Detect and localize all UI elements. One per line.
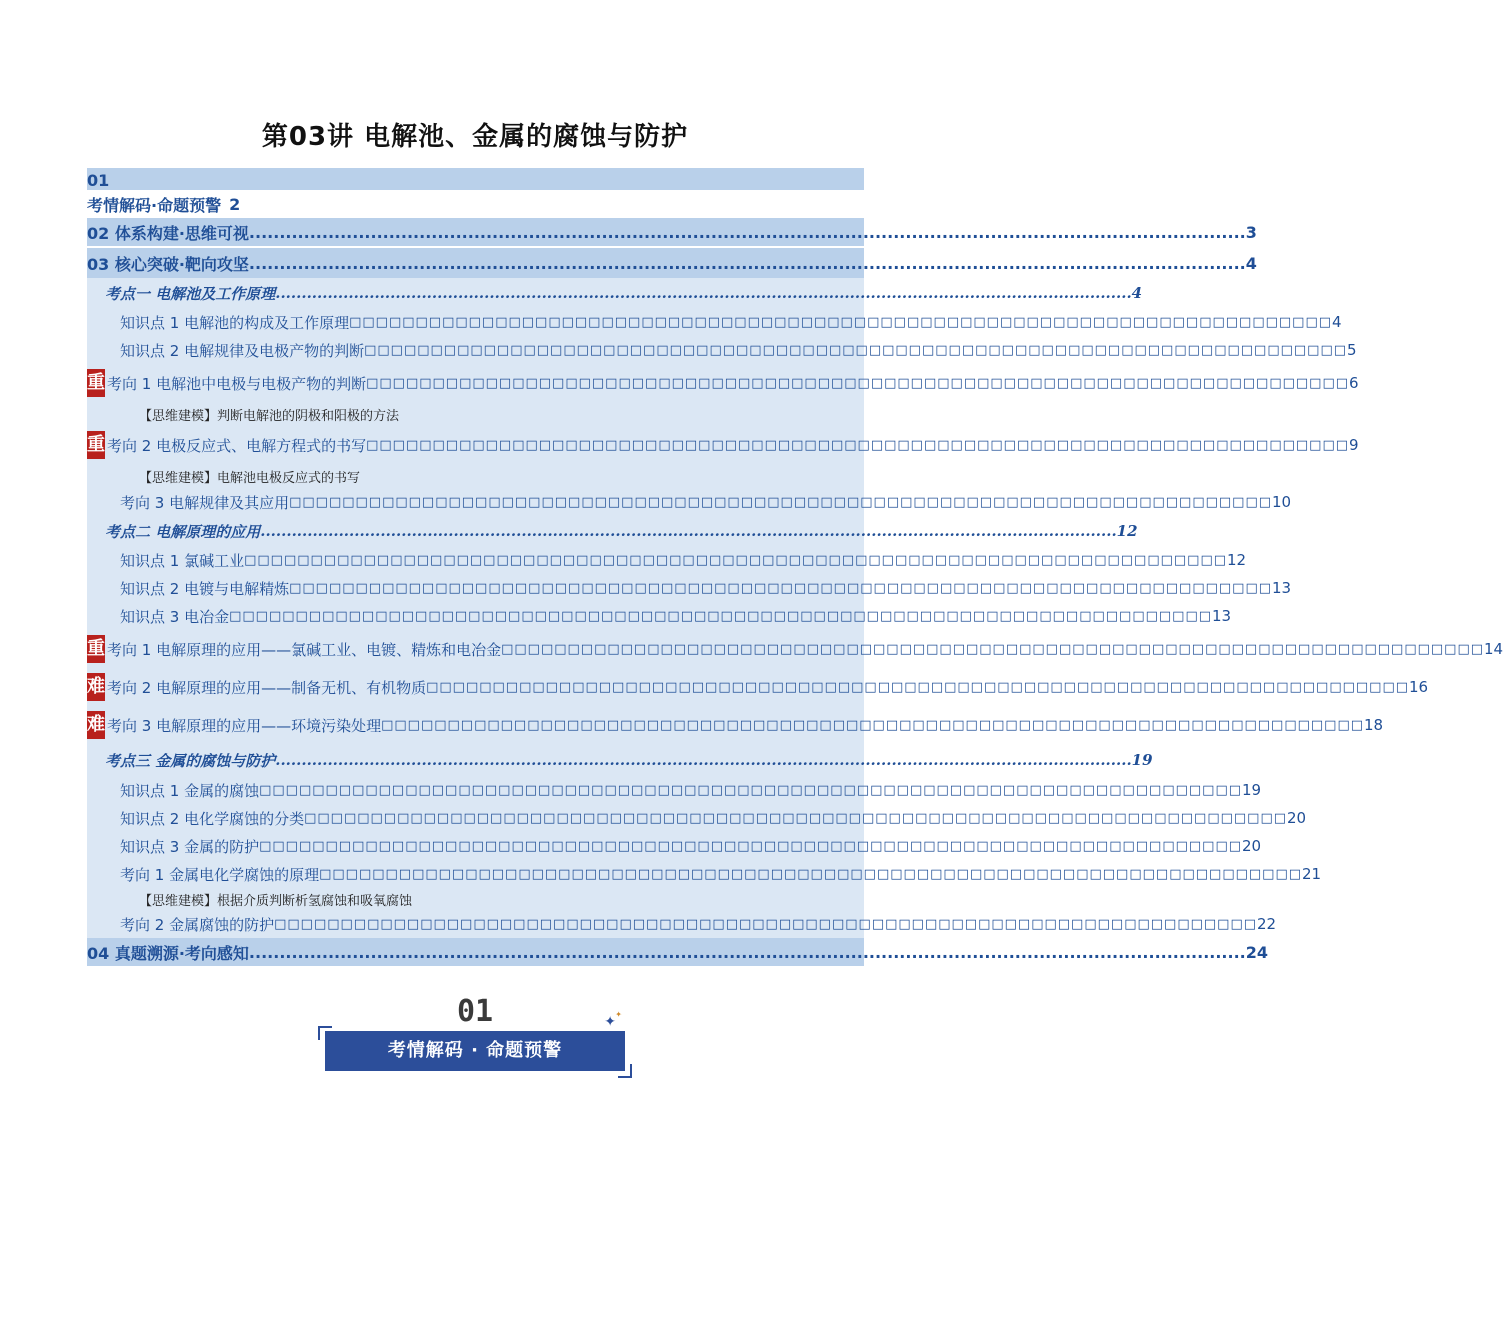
toc-section-01-page: 2 [229,194,241,214]
toc-p1-model-2-label: 【思维建模】电解池电极反应式的书写 [139,470,361,486]
toc-section-03-label: 03 核心突破·靶向攻坚 [87,254,249,274]
toc-leader: □□□□□□□□□□□□□□□□□□□□□□□□□□□□□□□□□□□□□□□□□□□□□□□□□□□□□□□□□□□□□□□□□□□□□□□□□□ [501,641,1485,657]
toc-p2-knowledge-1-label: 知识点 1 氯碱工业 [120,551,245,570]
toc-p2-knowledge-3-page: 13 [1212,607,1232,625]
toc-leader: □□□□□□□□□□□□□□□□□□□□□□□□□□□□□□□□□□□□□□□□□□□□□□□□□□□□□□□□□□□□□□□□□□□□□□□□□□ [381,717,1365,733]
toc-p1-knowledge-2-page: 5 [1347,341,1357,359]
key-badge: 重 [87,369,105,397]
toc-p2-direction-3-page: 18 [1364,716,1384,734]
difficult-badge: 难 [87,711,105,739]
toc-p1-direction-2-page: 9 [1349,436,1359,454]
toc-leader: .................................................................................................................................................................... [248,942,1246,962]
toc-point-2-row[interactable] [87,516,1138,546]
toc-p3-knowledge-1-row[interactable] [87,776,1262,804]
toc-p2-direction-1-page: 14 [1484,640,1503,658]
toc-section-02-row[interactable] [87,218,1257,246]
toc-p3-knowledge-2-label: 知识点 2 电化学腐蚀的分类 [120,809,305,828]
toc-leader: □□□□□□□□□□□□□□□□□□□□□□□□□□□□□□□□□□□□□□□□□□□□□□□□□□□□□□□□□□□□□□□□□□□□□□□□□□ [304,810,1288,826]
key-badge: 重 [87,431,105,459]
toc-section-01-number-row[interactable] [87,168,864,190]
toc-leader: □□□□□□□□□□□□□□□□□□□□□□□□□□□□□□□□□□□□□□□□□□□□□□□□□□□□□□□□□□□□□□□□□□□□□□□□□□ [349,314,1333,330]
toc-leader: □□□□□□□□□□□□□□□□□□□□□□□□□□□□□□□□□□□□□□□□□□□□□□□□□□□□□□□□□□□□□□□□□□□□□□□□□□ [259,782,1243,798]
toc-p1-knowledge-1-page: 4 [1332,313,1342,331]
toc-p3-direction-1-row[interactable] [87,860,1322,888]
toc-leader: .................................................................................................................................................................... [260,522,1117,540]
toc-p3-knowledge-3-label: 知识点 3 金属的防护 [120,837,260,856]
toc-leader: □□□□□□□□□□□□□□□□□□□□□□□□□□□□□□□□□□□□□□□□□□□□□□□□□□□□□□□□□□□□□□□□□□□□□□□□□□ [244,552,1228,568]
table-of-contents [87,168,1503,966]
banner-label: 考情解码 · 命题预警 [325,1031,625,1071]
toc-section-03-row[interactable] [87,248,1257,278]
toc-point-1-label: 考点一 电解池及工作原理 [105,284,276,303]
toc-p3-knowledge-1-page: 19 [1242,781,1262,799]
toc-p3-direction-2-page: 22 [1257,915,1277,933]
toc-leader: □□□□□□□□□□□□□□□□□□□□□□□□□□□□□□□□□□□□□□□□□□□□□□□□□□□□□□□□□□□□□□□□□□□□□□□□□□ [319,866,1303,882]
toc-p1-direction-2-label: 考向 2 电极反应式、电解方程式的书写 [107,436,367,455]
toc-point-3-row[interactable] [87,744,1153,776]
toc-p3-direction-1-page: 21 [1302,865,1322,883]
toc-leader: □□□□□□□□□□□□□□□□□□□□□□□□□□□□□□□□□□□□□□□□□□□□□□□□□□□□□□□□□□□□□□□□□□□□□□□□□□ [426,679,1410,695]
toc-p3-model-1-row[interactable] [87,888,864,910]
toc-leader: □□□□□□□□□□□□□□□□□□□□□□□□□□□□□□□□□□□□□□□□□□□□□□□□□□□□□□□□□□□□□□□□□□□□□□□□□□ [274,916,1258,932]
toc-point-3-label: 考点三 金属的腐蚀与防护 [105,751,276,770]
toc-point-1-page: 4 [1131,284,1143,302]
difficult-badge: 难 [87,673,105,701]
toc-p2-knowledge-3-row[interactable] [87,602,1232,630]
sparkle-icon: ✦ [604,1014,616,1030]
section-banner [318,994,632,1084]
toc-p2-knowledge-1-row[interactable] [87,546,1247,574]
toc-p1-direction-1-page: 6 [1349,374,1359,392]
toc-p3-knowledge-2-row[interactable] [87,804,1307,832]
toc-p3-direction-2-row[interactable] [87,910,1277,938]
toc-p1-direction-3-label: 考向 3 电解规律及其应用 [120,493,290,512]
toc-section-04-row[interactable] [87,938,1268,966]
toc-section-03-page: 4 [1245,253,1257,273]
toc-p1-knowledge-1-row[interactable] [87,308,1342,336]
toc-p2-knowledge-2-label: 知识点 2 电镀与电解精炼 [120,579,290,598]
banner-number: 01 [456,994,494,1029]
toc-p1-direction-1-label: 考向 1 电解池中电极与电极产物的判断 [107,374,367,393]
toc-p2-direction-3-row[interactable] [87,706,1384,744]
toc-leader: □□□□□□□□□□□□□□□□□□□□□□□□□□□□□□□□□□□□□□□□□□□□□□□□□□□□□□□□□□□□□□□□□□□□□□□□□□ [289,580,1273,596]
sparkle-icon: ✦ [615,1010,622,1019]
toc-leader: □□□□□□□□□□□□□□□□□□□□□□□□□□□□□□□□□□□□□□□□□□□□□□□□□□□□□□□□□□□□□□□□□□□□□□□□□□ [259,838,1243,854]
toc-p2-direction-2-label: 考向 2 电解原理的应用——制备无机、有机物质 [107,678,427,697]
key-badge: 重 [87,635,105,663]
toc-p1-knowledge-2-row[interactable] [87,336,1357,364]
toc-section-03-body [87,278,1503,938]
toc-section-01-number: 01 [87,171,110,190]
toc-p3-direction-1-label: 考向 1 金属电化学腐蚀的原理 [120,865,320,884]
toc-section-04-label: 04 真题溯源·考向感知 [87,943,249,963]
toc-leader: □□□□□□□□□□□□□□□□□□□□□□□□□□□□□□□□□□□□□□□□□□□□□□□□□□□□□□□□□□□□□□□□□□□□□□□□□□ [366,437,1350,453]
toc-p2-direction-3-label: 考向 3 电解原理的应用——环境污染处理 [107,716,382,735]
toc-p2-direction-1-row[interactable] [87,630,1503,668]
toc-p1-direction-2-row[interactable] [87,426,1359,464]
toc-p2-direction-2-row[interactable] [87,668,1429,706]
toc-leader: □□□□□□□□□□□□□□□□□□□□□□□□□□□□□□□□□□□□□□□□□□□□□□□□□□□□□□□□□□□□□□□□□□□□□□□□□□ [289,494,1273,510]
toc-p1-direction-1-row[interactable] [87,364,1359,402]
toc-p1-model-2-row[interactable] [87,464,864,488]
toc-p3-knowledge-3-row[interactable] [87,832,1262,860]
toc-p2-direction-2-page: 16 [1409,678,1429,696]
toc-p2-knowledge-2-page: 13 [1272,579,1292,597]
toc-section-02-page: 3 [1245,222,1257,242]
toc-point-2-label: 考点二 电解原理的应用 [105,522,261,541]
toc-p3-direction-2-label: 考向 2 金属腐蚀的防护 [120,915,275,934]
toc-p3-knowledge-3-page: 20 [1242,837,1262,855]
toc-leader: .................................................................................................................................................................... [275,284,1132,302]
toc-leader: □□□□□□□□□□□□□□□□□□□□□□□□□□□□□□□□□□□□□□□□□□□□□□□□□□□□□□□□□□□□□□□□□□□□□□□□□□ [364,342,1348,358]
toc-p2-direction-1-label: 考向 1 电解原理的应用——氯碱工业、电镀、精炼和电冶金 [107,640,502,659]
toc-point-2-page: 12 [1116,522,1138,540]
page-title: 第03讲 电解池、金属的腐蚀与防护 [261,122,689,152]
toc-leader: □□□□□□□□□□□□□□□□□□□□□□□□□□□□□□□□□□□□□□□□□□□□□□□□□□□□□□□□□□□□□□□□□□□□□□□□□□ [229,608,1213,624]
toc-p2-knowledge-1-page: 12 [1227,551,1247,569]
toc-p3-model-1-label: 【思维建模】根据介质判断析氢腐蚀和吸氧腐蚀 [139,893,413,909]
toc-leader: □□□□□□□□□□□□□□□□□□□□□□□□□□□□□□□□□□□□□□□□□□□□□□□□□□□□□□□□□□□□□□□□□□□□□□□□□□ [366,375,1350,391]
toc-p1-knowledge-2-label: 知识点 2 电解规律及电极产物的判断 [120,341,365,360]
toc-leader: .................................................................................................................................................................... [248,253,1246,273]
toc-p1-knowledge-1-label: 知识点 1 电解池的构成及工作原理 [120,313,350,332]
toc-section-01-label: 考情解码·命题预警 [87,195,222,215]
toc-p2-knowledge-2-row[interactable] [87,574,1292,602]
toc-p3-knowledge-1-label: 知识点 1 金属的腐蚀 [120,781,260,800]
toc-section-01-row[interactable] [87,190,864,218]
toc-p2-knowledge-3-label: 知识点 3 电冶金 [120,607,230,626]
toc-leader: .................................................................................................................................................................... [275,751,1132,769]
toc-p1-direction-3-row[interactable] [87,488,1292,516]
toc-p1-model-1-label: 【思维建模】判断电解池的阴极和阳极的方法 [139,408,400,424]
toc-p1-direction-3-page: 10 [1272,493,1292,511]
toc-leader: .................................................................................................................................................................... [248,222,1246,242]
toc-point-1-row[interactable] [87,278,1143,308]
toc-section-02-label: 02 体系构建·思维可视 [87,223,249,243]
toc-point-3-page: 19 [1131,751,1153,769]
banner-corner-decoration [618,1064,632,1078]
toc-section-04-page: 24 [1245,942,1268,962]
toc-p3-knowledge-2-page: 20 [1287,809,1307,827]
toc-p1-model-1-row[interactable] [87,402,864,426]
